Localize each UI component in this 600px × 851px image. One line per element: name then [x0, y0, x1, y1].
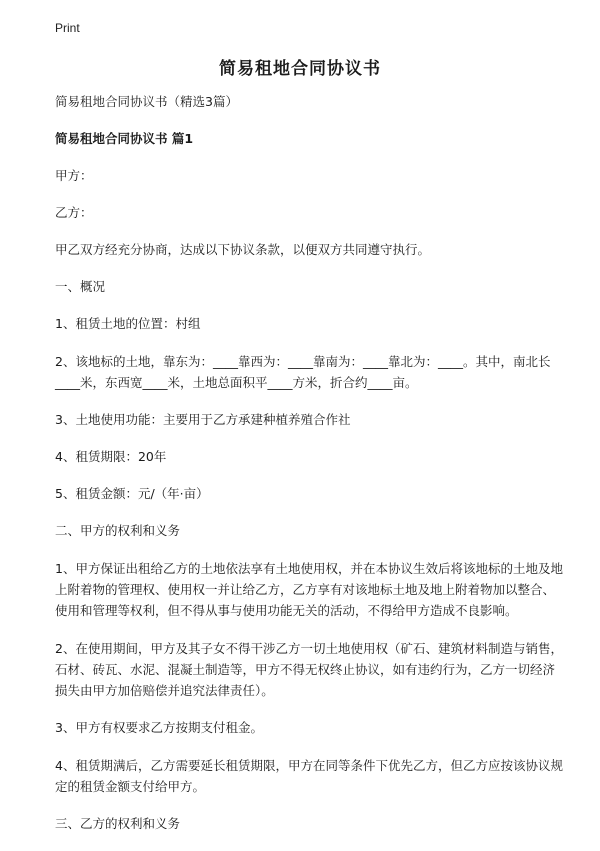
section-heading: 简易租地合同协议书 篇1: [55, 131, 194, 146]
party-b-line: 乙方：: [55, 205, 93, 220]
document-body: [55, 92, 566, 851]
document-title: 简易租地合同协议书: [219, 59, 381, 79]
heading-overview: 一、概况: [55, 279, 106, 294]
heading-party-a-rights: 二、甲方的权利和义务: [55, 523, 181, 538]
party-a-line: 甲方：: [55, 168, 93, 183]
party-a-clause-4: 4、租赁期满后，乙方需要延长租赁期限，甲方在同等条件下优先乙方，但乙方应按该协议规定的租赁金额支付给甲方。: [55, 758, 563, 794]
intro-paragraph: 甲乙双方经充分协商，达成以下协议条款，以便双方共同遵守执行。: [55, 242, 431, 257]
heading-party-b-rights: 三、乙方的权利和义务: [55, 816, 181, 831]
document-subtitle: 简易租地合同协议书（精选3篇）: [55, 94, 238, 109]
overview-item-1: 1、租赁土地的位置：村组: [55, 316, 201, 331]
party-a-clause-1: 1、甲方保证出租给乙方的土地依法享有土地使用权，并在本协议生效后将该地标的土地及地上附着物的管理权、使用权一并让给乙方，乙方享有对该地标土地及地上附着物加以整合、使用和管理等权利，但不得从事与使用功能无关的活动，不得给甲方造成不良影响。: [55, 561, 563, 618]
party-a-clause-3: 3、甲方有权要求乙方按期支付租金。: [55, 720, 263, 735]
overview-item-2: 2、该地标的土地，靠东为：____靠西为：____靠南为：____靠北为：____。其中，南北长____米，东西宽____米，土地总面积平____方米，折合约____亩。: [55, 354, 551, 390]
print-link[interactable]: Print: [55, 21, 80, 35]
overview-item-5: 5、租赁金额：元/（年·亩）: [55, 486, 209, 501]
party-a-clause-2: 2、在使用期间，甲方及其子女不得干涉乙方一切土地使用权（矿石、建筑材料制造与销售，石材、砖瓦、水泥、混凝土制造等，甲方不得无权终止协议，如有违约行为，乙方一切经济损失由甲方加倍赔偿并追究法律责任）。: [55, 641, 563, 698]
overview-item-3: 3、土地使用功能：主要用于乙方承建种植养殖合作社: [55, 412, 351, 427]
overview-item-4: 4、租赁期限：20年: [55, 449, 167, 464]
